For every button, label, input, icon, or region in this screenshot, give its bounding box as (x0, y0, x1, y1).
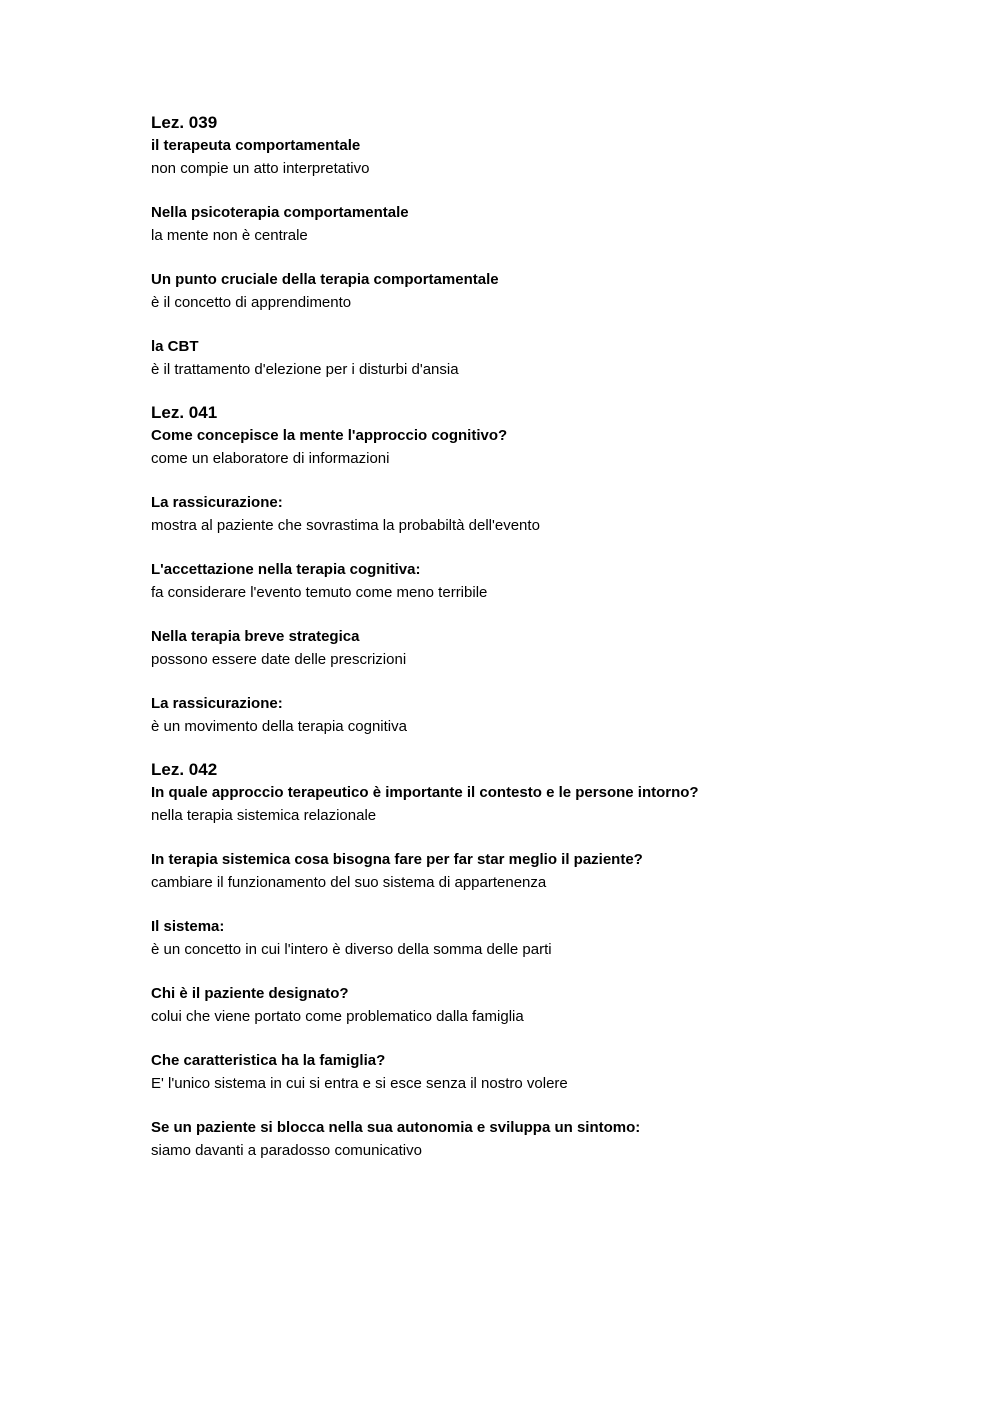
qa-item (151, 268, 911, 314)
answer: fa considerare l'evento temuto come meno terribile (151, 584, 488, 601)
lesson-section (151, 759, 911, 1162)
lesson-section (151, 402, 911, 738)
question: Nella psicoterapia comportamentale (151, 204, 409, 221)
qa-item (151, 625, 911, 671)
question: In quale approccio terapeutico è importante il contesto e le persone intorno? (151, 784, 699, 801)
question: L'accettazione nella terapia cognitiva: (151, 561, 421, 578)
question: il terapeuta comportamentale (151, 137, 361, 154)
answer: cambiare il funzionamento del suo sistema di appartenenza (151, 874, 547, 891)
answer: possono essere date delle prescrizioni (151, 651, 407, 668)
lesson-section (151, 112, 911, 381)
qa-item (151, 201, 911, 247)
qa-item (151, 424, 911, 470)
question: Che caratteristica ha la famiglia? (151, 1052, 386, 1069)
answer: siamo davanti a paradosso comunicativo (151, 1142, 422, 1159)
qa-item (151, 134, 911, 180)
qa-item (151, 558, 911, 604)
question: Come concepisce la mente l'approccio cognitivo? (151, 427, 508, 444)
answer: è un movimento della terapia cognitiva (151, 718, 407, 735)
question: la CBT (151, 338, 199, 355)
qa-item (151, 848, 911, 894)
qa-item (151, 1116, 911, 1162)
question: Il sistema: (151, 918, 225, 935)
qa-item (151, 491, 911, 537)
qa-item (151, 692, 911, 738)
lesson-title: Lez. 042 (151, 760, 218, 779)
answer: E' l'unico sistema in cui si entra e si esce senza il nostro volere (151, 1075, 568, 1092)
answer: è il concetto di apprendimento (151, 294, 352, 311)
qa-item (151, 915, 911, 961)
answer: è un concetto in cui l'intero è diverso della somma delle parti (151, 941, 552, 958)
question: La rassicurazione: (151, 695, 283, 712)
question: Se un paziente si blocca nella sua autonomia e sviluppa un sintomo: (151, 1119, 641, 1136)
question: In terapia sistemica cosa bisogna fare per far star meglio il paziente? (151, 851, 643, 868)
qa-item (151, 781, 911, 827)
lesson-title: Lez. 039 (151, 113, 218, 132)
qa-item (151, 335, 911, 381)
answer: non compie un atto interpretativo (151, 160, 370, 177)
qa-item (151, 1049, 911, 1095)
answer: nella terapia sistemica relazionale (151, 807, 377, 824)
answer: colui che viene portato come problematico dalla famiglia (151, 1008, 524, 1025)
lesson-title: Lez. 041 (151, 403, 218, 422)
answer: mostra al paziente che sovrastima la probabiltà dell'evento (151, 517, 540, 534)
question: Un punto cruciale della terapia comportamentale (151, 271, 499, 288)
question: Nella terapia breve strategica (151, 628, 360, 645)
answer: è il trattamento d'elezione per i disturbi d'ansia (151, 361, 459, 378)
qa-item (151, 982, 911, 1028)
document-page (151, 112, 911, 1183)
question: La rassicurazione: (151, 494, 283, 511)
answer: come un elaboratore di informazioni (151, 450, 390, 467)
question: Chi è il paziente designato? (151, 985, 349, 1002)
answer: la mente non è centrale (151, 227, 308, 244)
